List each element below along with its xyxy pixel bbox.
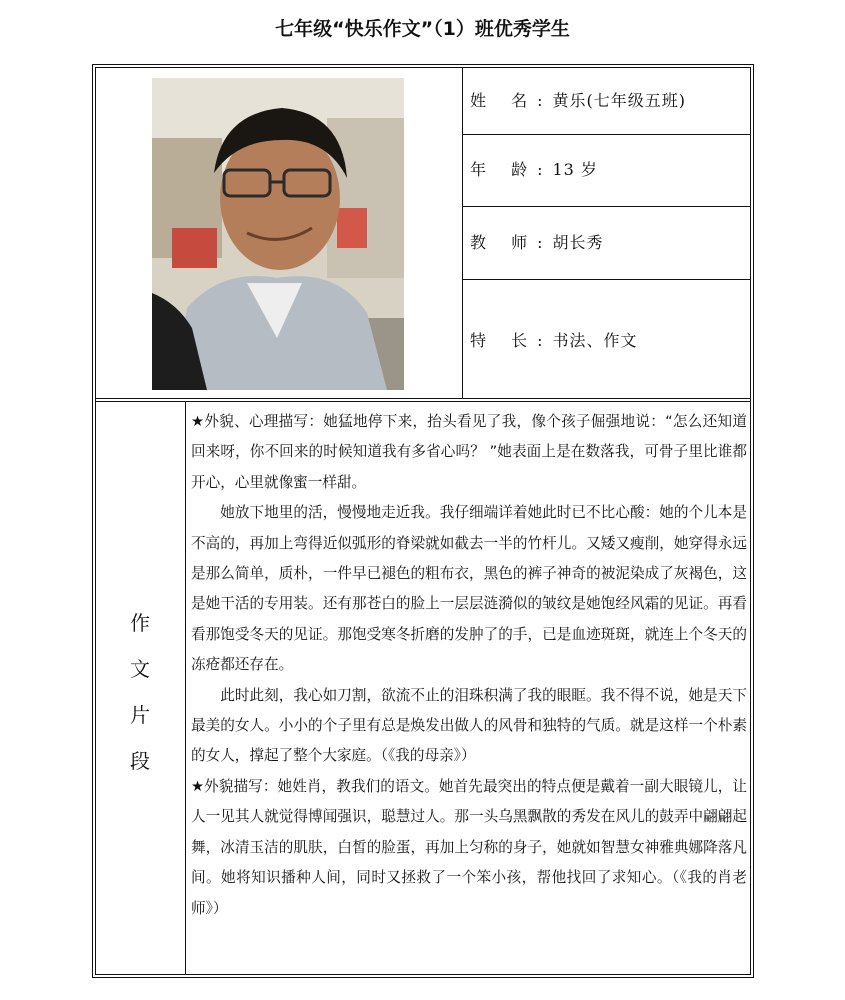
divider-name-age <box>462 134 751 135</box>
essay-paragraph: ★外貌描写：她姓肖，教我们的语文。她首先最突出的特点便是戴着一副大眼镜儿，让人一见其人就觉得博闻强识，聪慧过人。那一头乌黑飘散的秀发在风儿的鼓弄中翩翩起舞，冰清玉洁的肌肤，白皙的脸蛋，再加上匀称的身子，她就如智慧女神雅典娜降落凡间。她将知识播种人间，同时又拯救了一个笨小孩，帮他找回了求知心。（《我的肖老师》） <box>191 777 747 917</box>
essay-paragraph: 她放下地里的活，慢慢地走近我。我仔细端详着她此时已不比心酸：她的个儿本是不高的，再加上弯得近似弧形的脊梁就如截去一半的竹杆儿。又矮又瘦削，她穿得永远是那么简单，质朴，一件早已褪色的粗布衣，黑色的裤子神奇的被泥染成了灰褐色，这是她干活的专用装。还有那苍白的脸上一层层涟漪似的皱纹是她饱经风霜的见证。再看看那饱受冬天的见证。那饱受寒冬折磨的发肿了的手，已是血迹斑斑，就连上个冬天的冻疮都还存在。 <box>191 504 747 674</box>
teacher-label: 教 师: <box>470 233 553 252</box>
talent-label: 特 长: <box>470 331 553 350</box>
info-name <box>470 91 750 111</box>
divider-teacher-talent <box>462 279 751 280</box>
age-label: 年 龄: <box>470 160 553 179</box>
divider-profile-essay <box>95 398 751 399</box>
info-teacher <box>470 233 750 253</box>
essay-section-label <box>122 600 158 784</box>
info-talent <box>470 331 750 351</box>
divider-essay-label <box>185 401 186 975</box>
name-value: 黄乐(七年级五班) <box>552 91 686 110</box>
divider-profile-essay-2 <box>95 401 751 402</box>
essay-label-char: 片 <box>130 703 150 727</box>
essay-label-char: 作 <box>130 611 150 635</box>
age-value: 13 岁 <box>552 160 598 179</box>
essay-excerpts <box>191 407 747 924</box>
divider-photo-info <box>462 67 463 398</box>
name-label: 姓 名: <box>470 91 553 110</box>
divider-age-teacher <box>462 206 751 207</box>
essay-label-char: 文 <box>130 657 150 681</box>
essay-paragraph: ★外貌、心理描写：她猛地停下来，抬头看见了我，像个孩子倔强地说：“怎么还知道回来呀，你不回来的时候知道我有多省心吗？ ”她表面上是在数落我，可骨子里比谁都开心，心里就像蜜一样甜。 <box>191 413 747 491</box>
student-photo <box>152 78 404 390</box>
teacher-value: 胡长秀 <box>552 233 604 252</box>
page-title: 七年级“快乐作文”（1）班优秀学生 <box>275 18 570 40</box>
info-age <box>470 160 750 180</box>
essay-label-char: 段 <box>130 749 150 773</box>
talent-value: 书法、作文 <box>552 331 638 350</box>
essay-paragraph: 此时此刻，我心如刀割，欲流不止的泪珠积满了我的眼眶。我不得不说，她是天下最美的女人。小小的个子里有总是焕发出做人的风骨和独特的气质。就是这样一个朴素的女人，撑起了整个大家庭。（《我的母亲》） <box>191 686 747 765</box>
